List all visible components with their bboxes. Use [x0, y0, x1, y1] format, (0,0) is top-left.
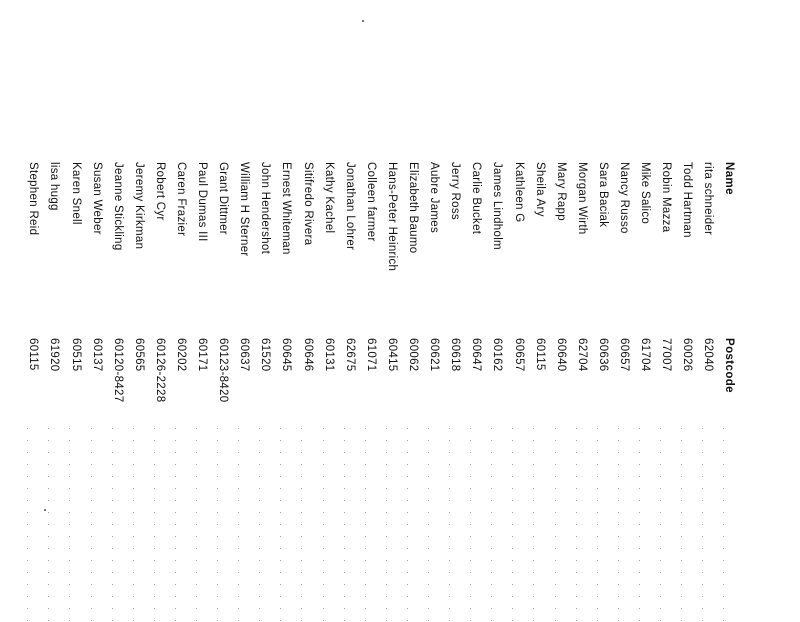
- signer-postcode: 60646: [301, 338, 314, 372]
- signer-postcode: 60120-8427: [111, 338, 124, 403]
- signer-postcode: 62675: [343, 338, 356, 372]
- dotted-leader: [318, 428, 339, 622]
- dotted-leader: [698, 428, 719, 622]
- signer-postcode: 60115: [533, 338, 546, 371]
- dotted-leader: [170, 428, 191, 622]
- signer-name: Robert Cyr: [153, 162, 166, 221]
- dotted-leader: [529, 428, 550, 622]
- table-row: [656, 162, 677, 622]
- signer-postcode: 60657: [512, 338, 525, 372]
- petition-signature-list: [27, 162, 740, 622]
- signer-postcode: 61520: [259, 338, 272, 372]
- dotted-leader: [424, 428, 445, 622]
- signer-postcode: 60621: [428, 338, 441, 372]
- signer-name: Morgan Wirth: [575, 162, 588, 235]
- table-row: [592, 162, 613, 622]
- signer-postcode: 60636: [596, 338, 609, 372]
- signer-postcode: 77007: [660, 338, 673, 372]
- signer-name: Hans-Peter Heinrich: [385, 162, 398, 272]
- table-row: [276, 162, 297, 622]
- table-row: [613, 162, 634, 622]
- signer-name: lisa hugg: [48, 162, 61, 211]
- signer-name: Colleen farmer: [364, 162, 377, 242]
- signer-name: Mary Rapp: [554, 162, 567, 221]
- table-row: [487, 162, 508, 622]
- signer-name: Stephen Reid: [27, 162, 40, 236]
- signer-name: Jeanne Stickling: [111, 162, 124, 251]
- dotted-leader: [508, 428, 529, 622]
- table-header-row: [719, 162, 740, 622]
- dotted-leader: [192, 428, 213, 622]
- signer-postcode: 60647: [470, 338, 483, 372]
- signer-name: Jerry Ross: [449, 162, 462, 220]
- table-row: [128, 162, 149, 622]
- dotted-leader: [44, 428, 65, 622]
- dotted-leader: [149, 428, 170, 622]
- signer-name: Nancy Russo: [617, 162, 630, 234]
- signer-postcode: 60137: [90, 338, 103, 372]
- table-row: [213, 162, 234, 622]
- dotted-leader: [65, 428, 86, 622]
- dotted-leader: [550, 428, 571, 622]
- table-row: [65, 162, 86, 622]
- dotted-leader: [234, 428, 255, 622]
- signer-name: Elizabeth Baumo: [407, 162, 420, 254]
- dotted-leader: [445, 428, 466, 622]
- signer-postcode: 60062: [407, 338, 420, 372]
- signer-postcode: 60115: [27, 338, 40, 371]
- signer-name: Jeremy Kirkman: [132, 162, 145, 250]
- signer-name: Sitifredo Rivera: [301, 162, 314, 246]
- dotted-leader: [403, 428, 424, 622]
- signer-postcode: 60415: [385, 338, 398, 372]
- signer-name: Grant Dittmer: [217, 162, 230, 235]
- table-row: [192, 162, 213, 622]
- signer-name: John Hendershot: [259, 162, 272, 255]
- dotted-leader: [677, 428, 698, 622]
- scan-speck: [362, 20, 364, 22]
- signer-name: rita schneider: [702, 162, 715, 236]
- signer-postcode: 61704: [639, 338, 652, 372]
- signer-name: Kathy Kachel: [322, 162, 335, 234]
- dotted-leader: [719, 428, 740, 622]
- signer-postcode: 60637: [238, 338, 251, 372]
- signer-postcode: 62704: [575, 338, 588, 372]
- dotted-leader: [613, 428, 634, 622]
- table-row: [529, 162, 550, 622]
- signer-postcode: 60131: [322, 338, 335, 372]
- dotted-leader: [592, 428, 613, 622]
- dotted-leader: [360, 428, 381, 622]
- table-row: [107, 162, 128, 622]
- table-row: [149, 162, 170, 622]
- dotted-leader: [656, 428, 677, 622]
- signer-postcode: 60123-8420: [217, 338, 230, 403]
- dotted-leader: [571, 428, 592, 622]
- signer-name: Mike Salico: [639, 162, 652, 225]
- table-row: [255, 162, 276, 622]
- signer-postcode: 60162: [491, 338, 504, 372]
- table-row: [571, 162, 592, 622]
- signer-name: Ernest Whiteman: [280, 162, 293, 255]
- signer-postcode: 62040: [702, 338, 715, 372]
- table-row: [698, 162, 719, 622]
- table-row: [86, 162, 107, 622]
- signer-name: Caren Frazier: [175, 162, 188, 237]
- table-row: [508, 162, 529, 622]
- table-row: [635, 162, 656, 622]
- signer-postcode: 60657: [617, 338, 630, 372]
- signer-name: Jonathan Lohrer: [343, 162, 356, 251]
- signer-postcode: 60171: [196, 338, 209, 372]
- table-row: [170, 162, 191, 622]
- table-row: [424, 162, 445, 622]
- dotted-leader: [381, 428, 402, 622]
- dotted-leader: [107, 428, 128, 622]
- table-row: [381, 162, 402, 622]
- signer-name: Kathleen G: [512, 162, 525, 223]
- dotted-leader: [276, 428, 297, 622]
- table-row: [318, 162, 339, 622]
- signer-postcode: 61071: [364, 338, 377, 372]
- table-row: [445, 162, 466, 622]
- table-row: [339, 162, 360, 622]
- signer-postcode: 60202: [175, 338, 188, 372]
- table-row: [234, 162, 255, 622]
- table-row: [44, 162, 65, 622]
- signer-name: Todd Hartman: [681, 162, 694, 238]
- signer-postcode: 60026: [681, 338, 694, 372]
- signer-postcode: 60565: [132, 338, 145, 372]
- signer-postcode: 60640: [554, 338, 567, 372]
- table-row: [23, 162, 44, 622]
- signer-name: Sara Baciak: [596, 162, 609, 228]
- signer-name: Paul Dumas III: [196, 162, 209, 242]
- table-row: [297, 162, 318, 622]
- table-body: [23, 162, 719, 622]
- table-row: [360, 162, 381, 622]
- dotted-leader: [635, 428, 656, 622]
- dotted-leader: [255, 428, 276, 622]
- dotted-leader: [297, 428, 318, 622]
- signer-name: Carlie Bucket: [470, 162, 483, 235]
- signer-postcode: 60515: [69, 338, 82, 372]
- table-row: [677, 162, 698, 622]
- signer-postcode: 60645: [280, 338, 293, 372]
- dotted-leader: [128, 428, 149, 622]
- signer-name: Sheila Ary: [533, 162, 546, 217]
- dotted-leader: [86, 428, 107, 622]
- dotted-leader: [466, 428, 487, 622]
- table-row: [466, 162, 487, 622]
- signer-name: Susan Weber: [90, 162, 103, 235]
- signer-name: William H Sterner: [238, 162, 251, 257]
- signer-postcode: 60618: [449, 338, 462, 372]
- signer-name: Karen Snell: [69, 162, 82, 225]
- scan-speck: [44, 509, 46, 511]
- table-row: [550, 162, 571, 622]
- signer-name: Robin Mazza: [660, 162, 673, 233]
- signer-name: James Lindholm: [491, 162, 504, 250]
- column-header-name: Name: [723, 162, 736, 195]
- table-row: [403, 162, 424, 622]
- signer-postcode: 60126-2228: [153, 338, 166, 403]
- signer-postcode: 61920: [48, 338, 61, 372]
- dotted-leader: [487, 428, 508, 622]
- signer-name: Aubre James: [428, 162, 441, 234]
- dotted-leader: [23, 428, 44, 622]
- dotted-leader: [339, 428, 360, 622]
- column-header-postcode: Postcode: [723, 338, 736, 393]
- dotted-leader: [213, 428, 234, 622]
